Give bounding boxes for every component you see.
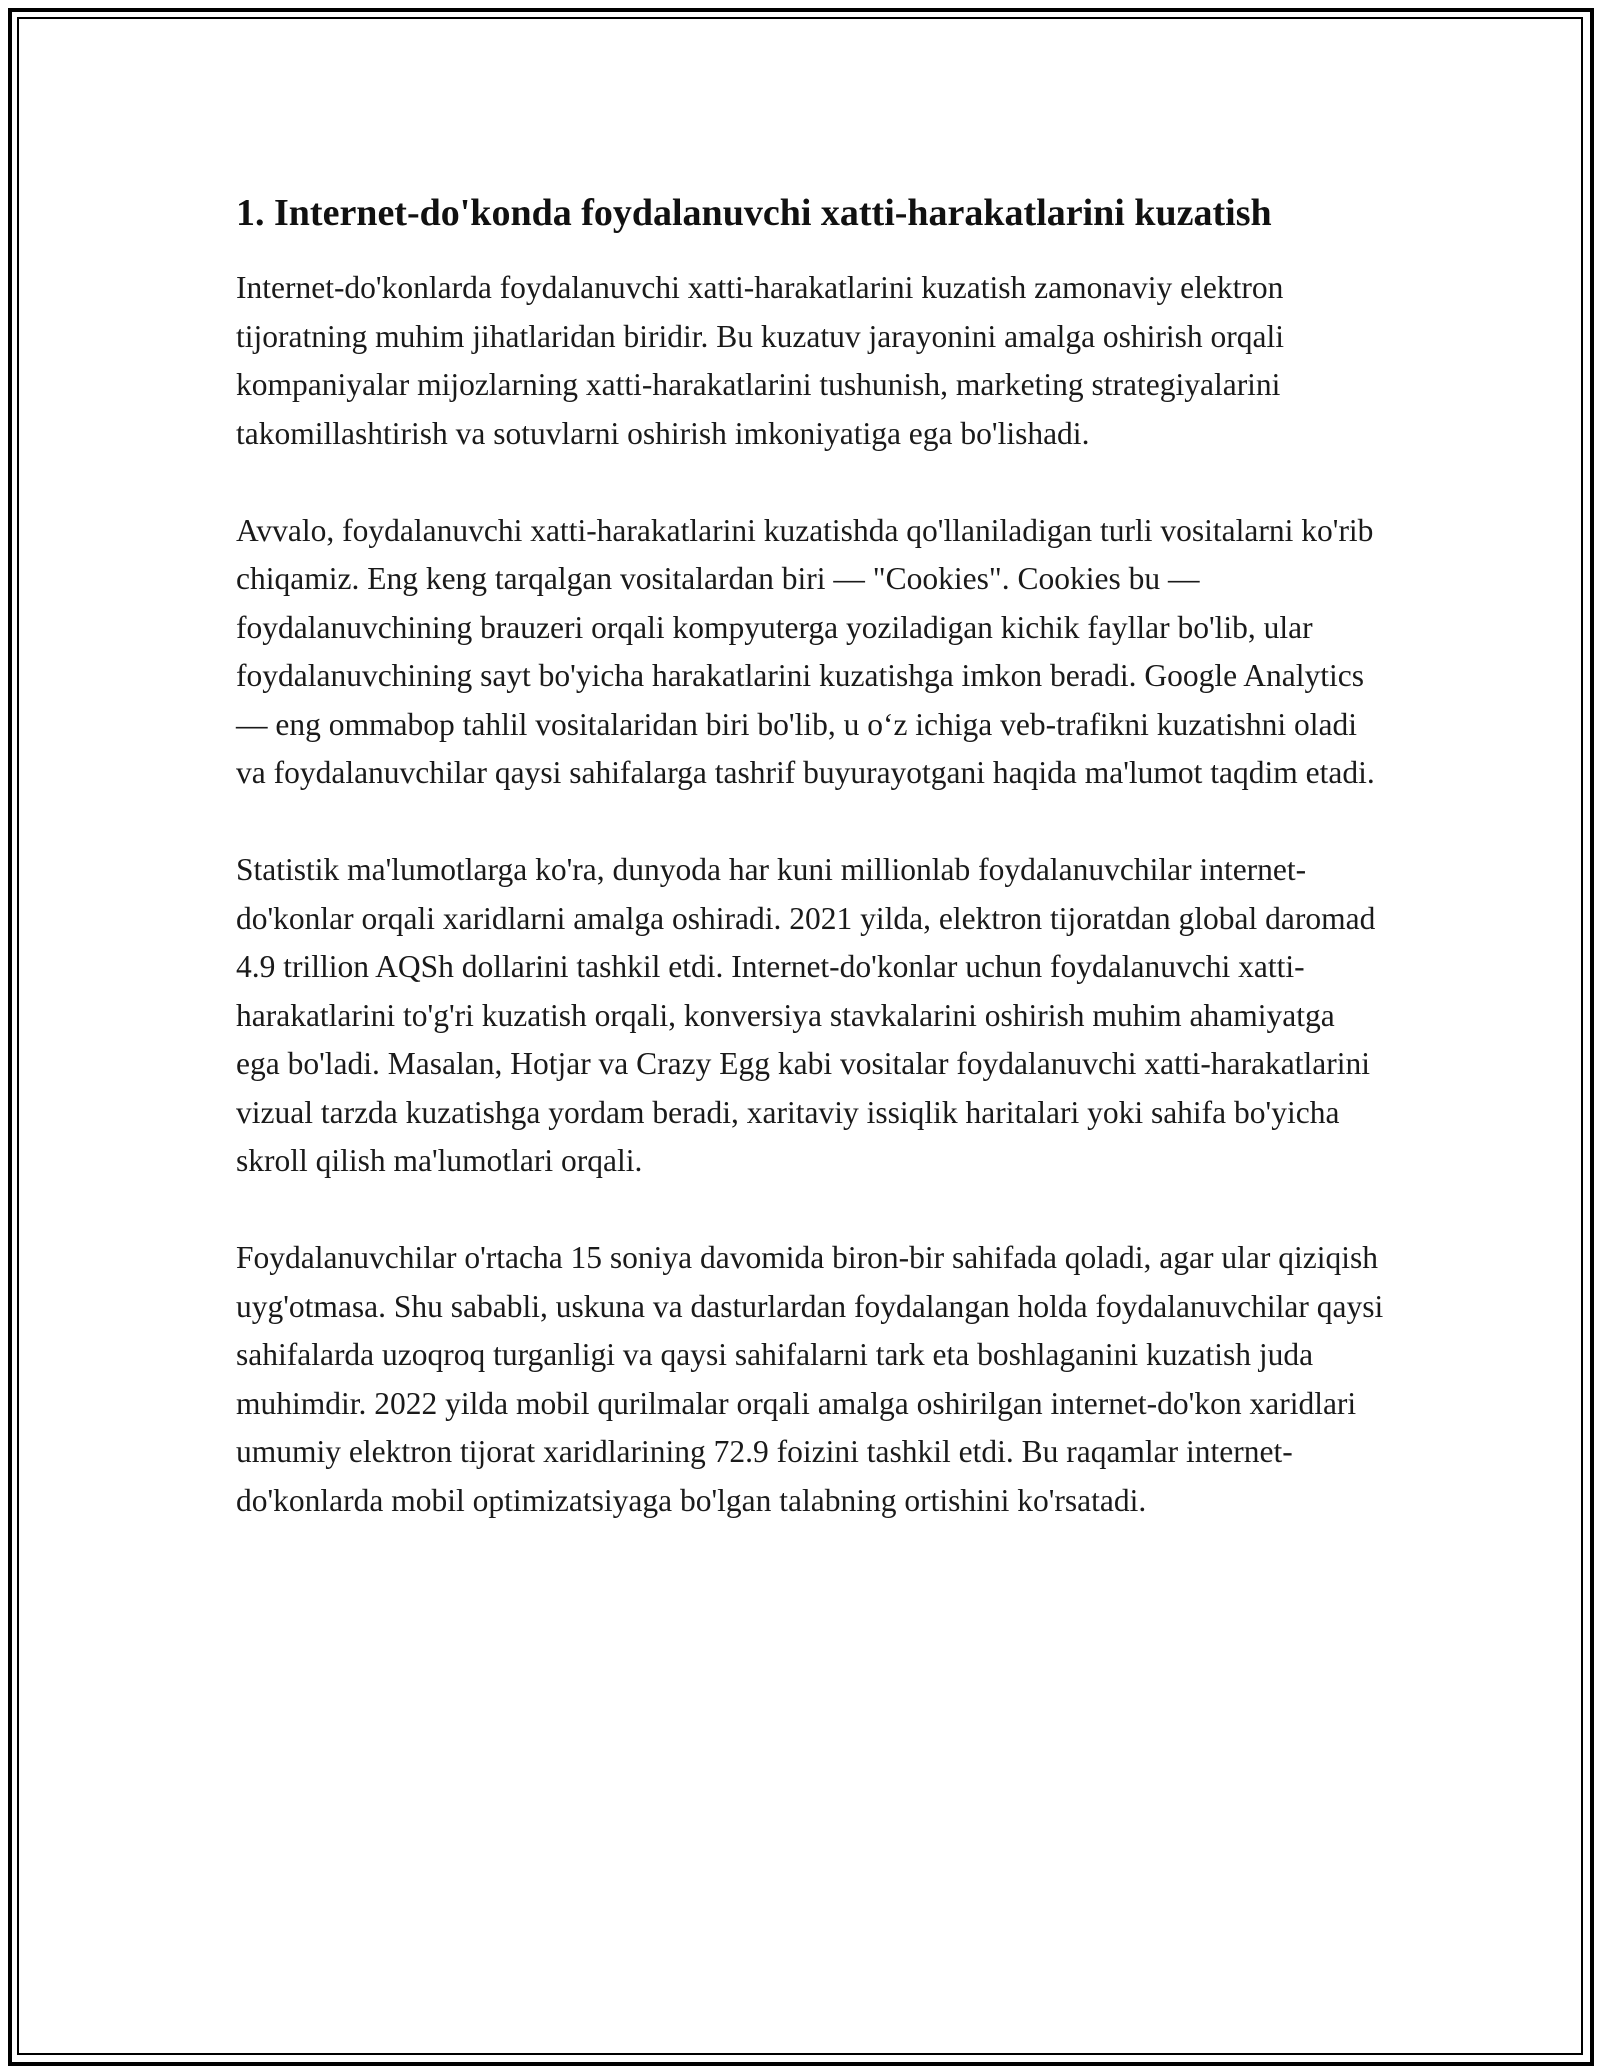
paragraph-tools: Avvalo, foydalanuvchi xatti-harakatlarini kuzatishda qo'llaniladigan turli vositalarni ko'rib chiqamiz. Eng keng tarqalgan vositalardan biri — "Cookies". Cookies bu — foydalanuvchining brauzeri orqali kompyuterga yoziladigan kichik fayllar bo'lib, ular foydalanuvchining sayt bo'yicha harakatlarini kuzatishga imkon beradi. Google Analytics — eng ommabop tahlil vositalaridan biri bo'lib, u o‘z ichiga veb-trafikni kuzatishni oladi va foydalanuvchilar qaysi sahifalarga tashrif buyurayotgani haqida ma'lumot taqdim etadi. xyxy=(236,512,1375,790)
section-heading: 1. Internet-do'konda foydalanuvchi xatti-harakatlarini kuzatish xyxy=(236,192,1272,234)
paragraph-intro: Internet-do'konlarda foydalanuvchi xatti-harakatlarini kuzatish zamonaviy elektron tijoratning muhim jihatlaridan biridir. Bu kuzatuv jarayonini amalga oshirish orqali kompaniyalar mijozlarning xatti-harakatlarini tushunish, marketing strategiyalarini takomillashtirish va sotuvlarni oshirish imkoniyatiga ega bo'lishadi. xyxy=(236,270,1285,451)
paragraph-statistics: Statistik ma'lumotlarga ko'ra, dunyoda har kuni millionlab foydalanuvchilar internet-do'konlar orqali xaridlarni amalga oshiradi. 2021 yilda, elektron tijoratdan global daromad 4.9 trillion AQSh dollarini tashkil etdi. Internet-do'konlar uchun foydalanuvchi xatti-harakatlarini to'g'ri kuzatish orqali, konversiya stavkalarini oshirish muhim ahamiyatga ega bo'ladi. Masalan, Hotjar va Crazy Egg kabi vositalar foydalanuvchi xatti-harakatlarini vizual tarzda kuzatishga yordam beradi, xaritaviy issiqlik haritalari yoki sahifa bo'yicha skroll qilish ma'lumotlari orqali. xyxy=(236,852,1376,1178)
document-page xyxy=(236,186,1386,1525)
paragraph-mobile: Foydalanuvchilar o'rtacha 15 soniya davomida biron-bir sahifada qoladi, agar ular qiziqish uyg'otmasa. Shu sababli, uskuna va dasturlardan foydalangan holda foydalanuvchilar qaysi sahifalarda uzoqroq turganligi va qaysi sahifalarni tark eta boshlaganini kuzatish juda muhimdir. 2022 yilda mobil qurilmalar orqali amalga oshirilgan internet-do'kon xaridlari umumiy elektron tijorat xaridlarining 72.9 foizini tashkil etdi. Bu raqamlar internet-do'konlarda mobil optimizatsiyaga bo'lgan talabning ortishini ko'rsatadi. xyxy=(236,1240,1384,1518)
